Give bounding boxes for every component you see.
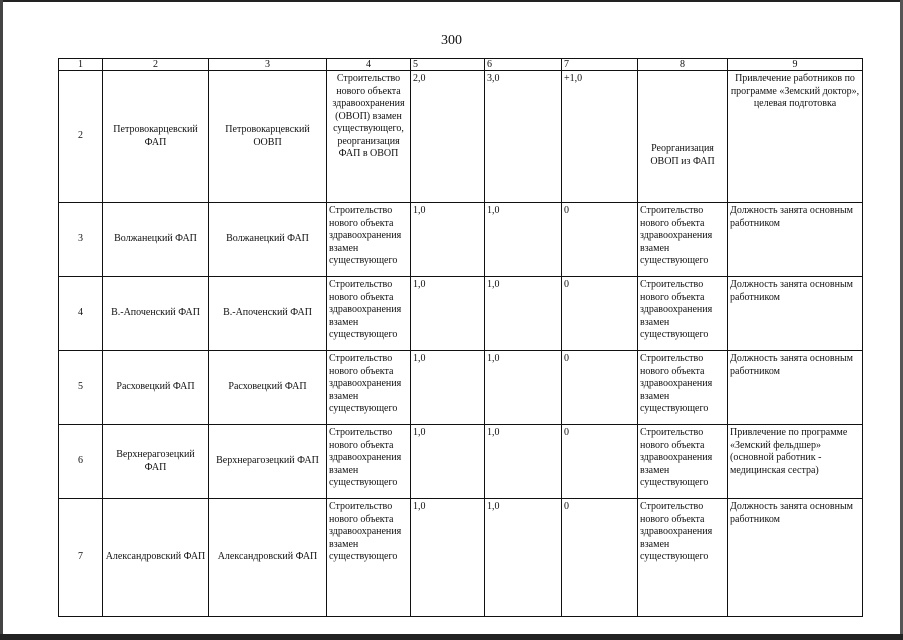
scan-edge-bottom (0, 634, 903, 640)
table-row (59, 277, 863, 351)
value-col-6: 1,0 (485, 277, 562, 351)
staffing-note: Должность занята основным работником (728, 277, 863, 351)
measure-text: Строительство нового объекта здравоохранения взамен существующего (327, 499, 411, 617)
scan-edge-left (0, 0, 3, 640)
value-col-7: 0 (562, 499, 638, 617)
header-cell-4: 4 (327, 59, 411, 71)
header-cell-2: 2 (103, 59, 209, 71)
header-cell-1: 1 (59, 59, 103, 71)
action-text: Строительство нового объекта здравоохранения взамен существующего (638, 277, 728, 351)
value-col-7: 0 (562, 203, 638, 277)
facility-name: Расховецкий ФАП (209, 351, 327, 425)
value-col-5: 1,0 (411, 277, 485, 351)
value-col-6: 3,0 (485, 71, 562, 203)
table-row (59, 71, 863, 203)
header-cell-3: 3 (209, 59, 327, 71)
value-col-7: 0 (562, 277, 638, 351)
facility-name: В.-Апоченский ФАП (209, 277, 327, 351)
value-col-5: 1,0 (411, 425, 485, 499)
staffing-note: Должность занята основным работником (728, 351, 863, 425)
header-row (59, 59, 863, 71)
value-col-7: 0 (562, 351, 638, 425)
header-cell-9: 9 (728, 59, 863, 71)
action-text: Строительство нового объекта здравоохранения взамен существующего (638, 425, 728, 499)
fap-name: Верхнерагозецкий ФАП (103, 425, 209, 499)
value-col-5: 1,0 (411, 203, 485, 277)
facility-name: Александровский ФАП (209, 499, 327, 617)
measure-text: Строительство нового объекта здравоохранения взамен существующего (327, 351, 411, 425)
measure-text: Строительство нового объекта здравоохранения взамен существующего (327, 203, 411, 277)
fap-name: Волжанецкий ФАП (103, 203, 209, 277)
fap-name: Петровокарцевский ФАП (103, 71, 209, 203)
staffing-note: Привлечение работников по программе «Земский доктор», целевая подготовка (728, 71, 863, 203)
action-text: Строительство нового объекта здравоохранения взамен существующего (638, 499, 728, 617)
scan-edge-top (0, 0, 903, 2)
row-number: 6 (59, 425, 103, 499)
row-number: 2 (59, 71, 103, 203)
header-cell-5: 5 (411, 59, 485, 71)
row-number: 4 (59, 277, 103, 351)
facilities-table (58, 58, 863, 617)
value-col-7: 0 (562, 425, 638, 499)
fap-name: В.-Апоченский ФАП (103, 277, 209, 351)
staffing-note: Должность занята основным работником (728, 203, 863, 277)
value-col-5: 1,0 (411, 499, 485, 617)
measure-text: Строительство нового объекта здравоохранения взамен существующего (327, 277, 411, 351)
facility-name: Петровокарцевский ООВП (209, 71, 327, 203)
action-text: Строительство нового объекта здравоохранения взамен существующего (638, 351, 728, 425)
facility-name: Волжанецкий ФАП (209, 203, 327, 277)
value-col-7: +1,0 (562, 71, 638, 203)
value-col-5: 2,0 (411, 71, 485, 203)
table-row (59, 499, 863, 617)
measure-text: Строительство нового объекта здравоохранения взамен существующего (327, 425, 411, 499)
staffing-note: Привлечение по программе «Земский фельдшер» (основной работник - медицинская сестра) (728, 425, 863, 499)
measure-text: Строительство нового объекта здравоохранения (ОВОП) взамен существующего, реорганизация ФАП в ОВОП (327, 71, 411, 203)
fap-name: Расховецкий ФАП (103, 351, 209, 425)
table-row (59, 351, 863, 425)
value-col-6: 1,0 (485, 425, 562, 499)
fap-name: Александровский ФАП (103, 499, 209, 617)
table-row (59, 203, 863, 277)
header-cell-6: 6 (485, 59, 562, 71)
facility-name: Верхнерагозецкий ФАП (209, 425, 327, 499)
value-col-5: 1,0 (411, 351, 485, 425)
staffing-note: Должность занята основным работником (728, 499, 863, 617)
header-cell-7: 7 (562, 59, 638, 71)
page-number: 300 (441, 33, 462, 48)
header-cell-8: 8 (638, 59, 728, 71)
row-number: 7 (59, 499, 103, 617)
row-number: 5 (59, 351, 103, 425)
row-number: 3 (59, 203, 103, 277)
action-text: Строительство нового объекта здравоохранения взамен существующего (638, 203, 728, 277)
action-text: Реорганизация ОВОП из ФАП (638, 71, 728, 203)
table-row (59, 425, 863, 499)
value-col-6: 1,0 (485, 499, 562, 617)
value-col-6: 1,0 (485, 203, 562, 277)
value-col-6: 1,0 (485, 351, 562, 425)
